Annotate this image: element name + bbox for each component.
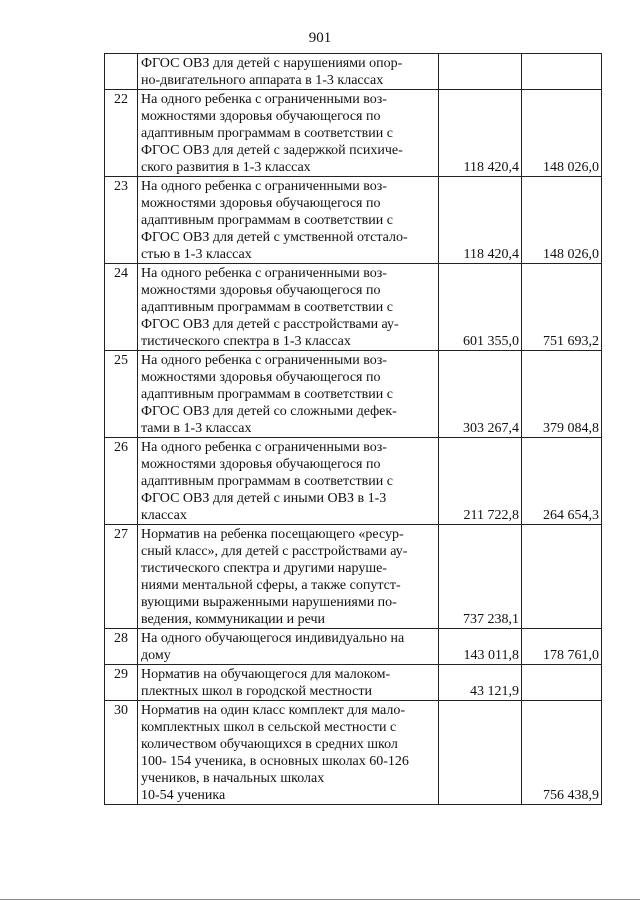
table-row: [105, 665, 602, 701]
row-description-cell: На одного ребенка с ограниченными воз- можностями здоровья обучающегося по адаптивным программам в соответствии с ФГОС ОВЗ для детей с иными ОВЗ в 1-3 классах: [138, 438, 439, 525]
row-number-cell: 28: [105, 629, 138, 665]
row-value-1-cell: [439, 54, 522, 90]
row-description-cell: Норматив на ребенка посещающего «ресур- сный класс», для детей с расстройствами ау- тистического спектра и другими наруше- ниями ментальной сферы, а также сопутст- вующими выраженными нарушениями по- ведения, коммуникации и речи: [138, 525, 439, 629]
row-number-cell: 26: [105, 438, 138, 525]
table-row: [105, 264, 602, 351]
row-value-1-cell: 601 355,0: [439, 264, 522, 351]
table-row: [105, 54, 602, 90]
row-value-1-cell: 211 722,8: [439, 438, 522, 525]
row-number-cell: 24: [105, 264, 138, 351]
row-value-2-cell: 756 438,9: [522, 701, 602, 805]
row-number-cell: 23: [105, 177, 138, 264]
row-number-cell: 29: [105, 665, 138, 701]
row-value-2-cell: 751 693,2: [522, 264, 602, 351]
row-description-cell: На одного ребенка с ограниченными воз- можностями здоровья обучающегося по адаптивным программам в соответствии с ФГОС ОВЗ для детей с расстройствами ау- тистического спектра в 1-3 классах: [138, 264, 439, 351]
table-row: [105, 525, 602, 629]
row-description-cell: Норматив на обучающегося для малоком- плектных школ в городской местности: [138, 665, 439, 701]
row-description-cell: На одного ребенка с ограниченными воз- можностями здоровья обучающегося по адаптивным программам в соответствии с ФГОС ОВЗ для детей со сложными дефек- тами в 1-3 классах: [138, 351, 439, 438]
row-description-cell: На одного ребенка с ограниченными воз- можностями здоровья обучающегося по адаптивным программам в соответствии с ФГОС ОВЗ для детей с умственной отстало- стью в 1-3 классах: [138, 177, 439, 264]
table-row: [105, 177, 602, 264]
row-value-1-cell: 118 420,4: [439, 90, 522, 177]
table-body: [105, 54, 602, 805]
table-row: [105, 701, 602, 805]
row-description-cell: На одного ребенка с ограниченными воз- можностями здоровья обучающегося по адаптивным программам в соответствии с ФГОС ОВЗ для детей с задержкой психиче- ского развития в 1-3 классах: [138, 90, 439, 177]
row-description-cell: На одного обучающегося индивидуально на дому: [138, 629, 439, 665]
row-value-2-cell: 148 026,0: [522, 177, 602, 264]
row-value-2-cell: [522, 54, 602, 90]
scan-edge-line: [0, 899, 640, 900]
row-value-1-cell: 737 238,1: [439, 525, 522, 629]
row-value-2-cell: 264 654,3: [522, 438, 602, 525]
row-value-1-cell: 143 011,8: [439, 629, 522, 665]
table-row: [105, 90, 602, 177]
row-value-2-cell: 178 761,0: [522, 629, 602, 665]
row-value-1-cell: [439, 701, 522, 805]
table-row: [105, 629, 602, 665]
row-number-cell: 22: [105, 90, 138, 177]
normative-table: [104, 53, 602, 805]
row-value-2-cell: 148 026,0: [522, 90, 602, 177]
row-value-1-cell: 303 267,4: [439, 351, 522, 438]
row-number-cell: 30: [105, 701, 138, 805]
row-description-cell: Норматив на один класс комплект для мало- комплектных школ в сельской местности с количеством обучающихся в средних школ 100- 154 ученика, в основных школах 60-126 учеников, в начальных школах 10-54 ученика: [138, 701, 439, 805]
table-row: [105, 351, 602, 438]
page-number: 901: [308, 30, 332, 46]
row-value-2-cell: 379 084,8: [522, 351, 602, 438]
row-value-2-cell: [522, 525, 602, 629]
row-value-1-cell: 118 420,4: [439, 177, 522, 264]
row-number-cell: 27: [105, 525, 138, 629]
row-number-cell: [105, 54, 138, 90]
table-row: [105, 438, 602, 525]
row-number-cell: 25: [105, 351, 138, 438]
row-value-2-cell: [522, 665, 602, 701]
row-value-1-cell: 43 121,9: [439, 665, 522, 701]
row-description-cell: ФГОС ОВЗ для детей с нарушениями опор- но-двигательного аппарата в 1-3 классах: [138, 54, 439, 90]
